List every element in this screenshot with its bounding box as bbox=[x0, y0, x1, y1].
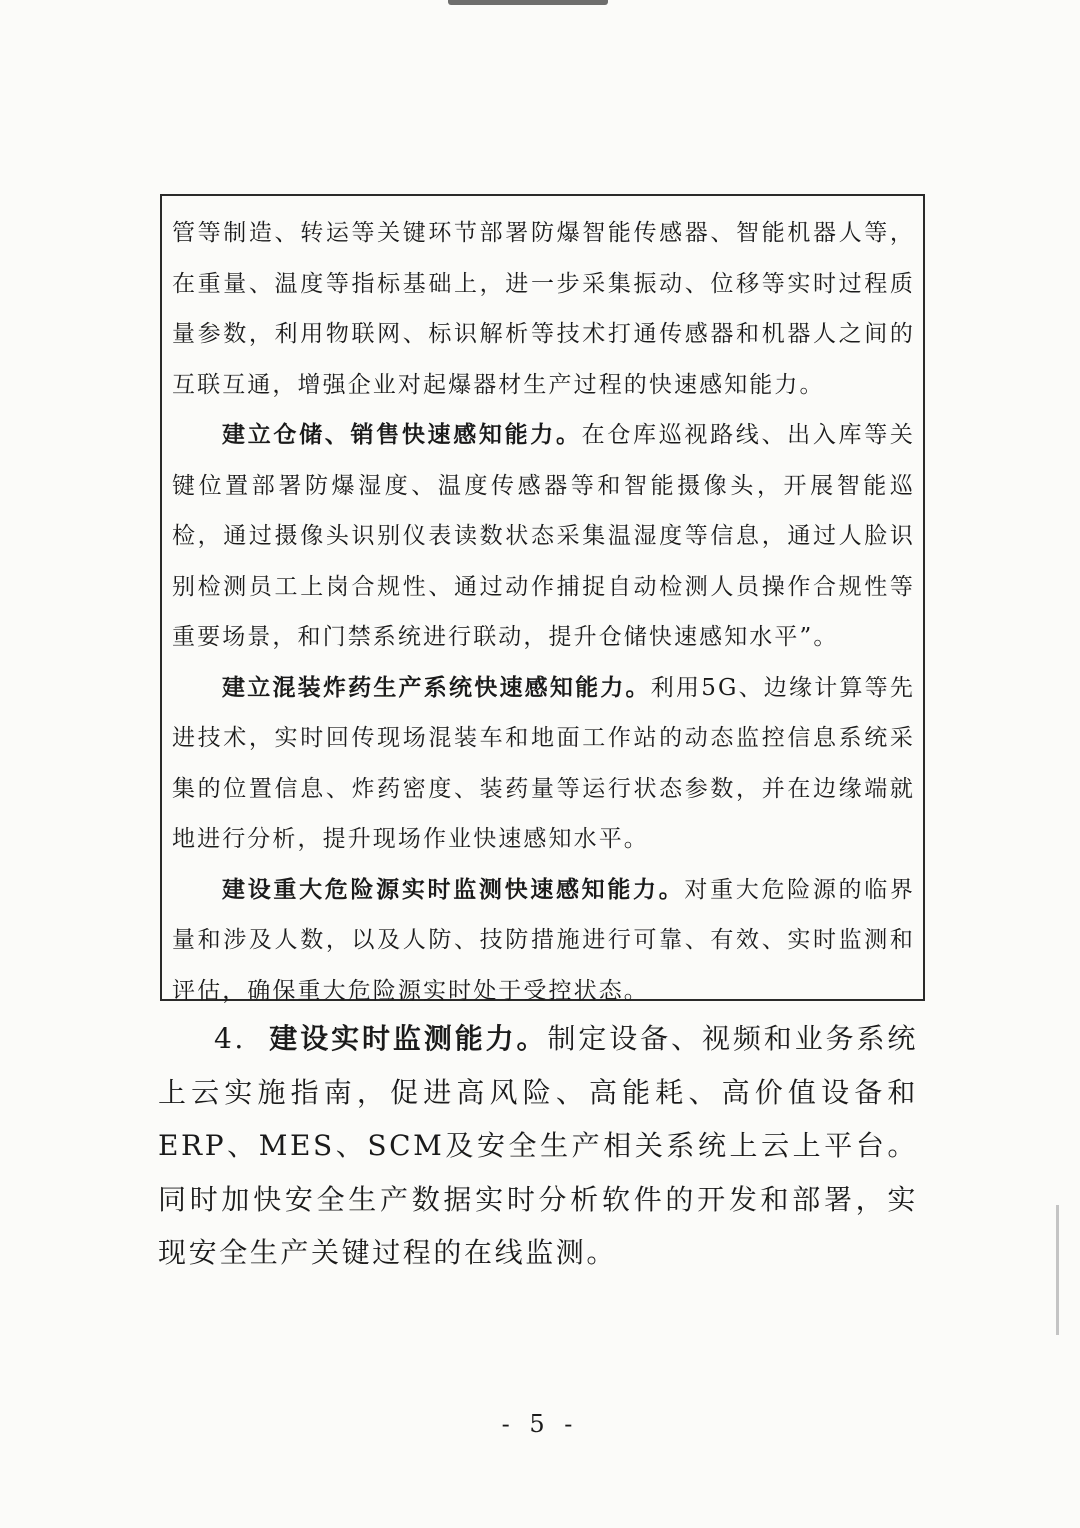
mixed-explosive-paragraph bbox=[172, 663, 915, 865]
section-4-paragraph bbox=[158, 1012, 918, 1280]
paragraph-lead: 建立仓储、销售快速感知能力。 bbox=[222, 421, 582, 448]
right-edge-shadow bbox=[1056, 1205, 1059, 1335]
section-body: 制定设备、视频和业务系统上云实施指南，促进高风险、高能耗、高价值设备和ERP、MES、SCM及安全生产相关系统上云上平台。同时加快安全生产数据实时分析软件的开发和部署，实现安全生产关键过程的在线监测。 bbox=[158, 1022, 919, 1269]
top-edge-mark bbox=[448, 0, 608, 5]
paragraph-lead: 建设重大危险源实时监测快速感知能力。 bbox=[222, 875, 685, 903]
section-heading: 建设实时监测能力。 bbox=[269, 1022, 548, 1055]
paragraph-body: 利用5G、边缘计算等先进技术，实时回传现场混装车和地面工作站的动态监控信息系统采集的位置信息、炸药密度、装药量等运行状态参数，并在边缘端就地进行分析，提升现场作业快速感知水平。 bbox=[172, 674, 916, 852]
boxed-text-section bbox=[160, 194, 925, 1004]
paragraph-lead: 建立混装炸药生产系统快速感知能力。 bbox=[222, 673, 651, 701]
section-number: 4. bbox=[214, 1022, 246, 1055]
paragraph-body: 对重大危险源的临界量和涉及人数，以及人防、技防措施进行可靠、有效、实时监测和评估，确保重大危险源实时处于受控状态。 bbox=[172, 876, 915, 1004]
page-number: - 5 - bbox=[501, 1410, 579, 1438]
continuation-paragraph: 管等制造、转运等关键环节部署防爆智能传感器、智能机器人等，在重量、温度等指标基础上，进一步采集振动、位移等实时过程质量参数，利用物联网、标识解析等技术打通传感器和机器人之间的互联互通，增强企业对起爆器材生产过程的快速感知能力。 bbox=[172, 220, 915, 398]
section-4 bbox=[158, 1012, 918, 1280]
warehouse-sales-paragraph bbox=[172, 410, 915, 663]
hazard-source-paragraph bbox=[172, 865, 915, 1017]
paragraph-body: 在仓库巡视路线、出入库等关键位置部署防爆湿度、温度传感器等和智能摄像头，开展智能巡检，通过摄像头识别仪表读数状态采集温湿度等信息，通过人脸识别检测员工上岗合规性、通过动作捕捉自动检测人员操作合规性等重要场景，和门禁系统进行联动，提升仓储快速感知水平”。 bbox=[172, 422, 915, 650]
